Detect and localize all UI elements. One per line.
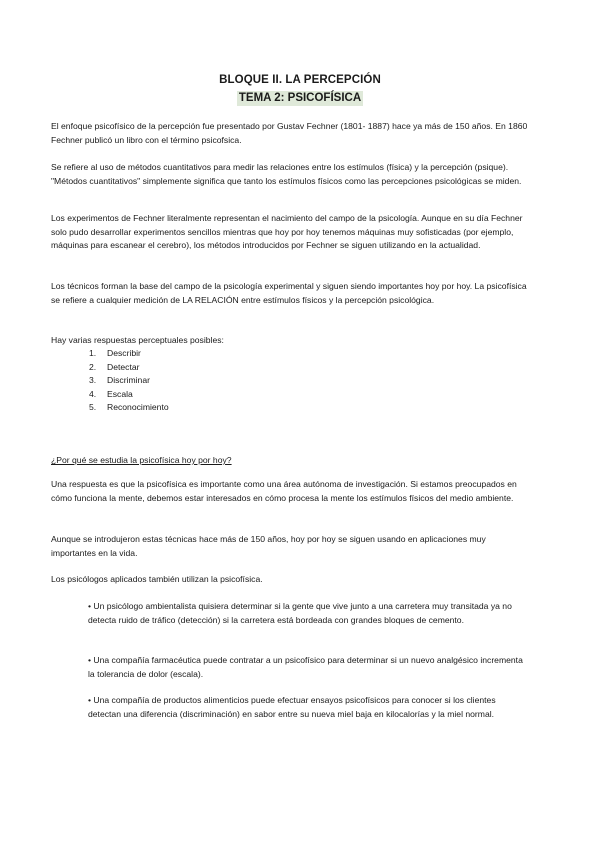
bullet-2 [88,654,528,681]
section-heading-text: ¿Por qué se estudia la psicofísica hoy por hoy? [51,455,232,465]
paragraph-text: Hay varias respuestas perceptuales posibles: [51,335,224,345]
page-subtitle: TEMA 2: PSICOFÍSICA [238,92,362,104]
numbered-list [89,347,169,415]
paragraph-text: Una respuesta es que la psicofísica es importante como una área autónoma de investigación. Si estamos preocupados en cómo funciona la mente, debemos estar interesados en cómo procesa la mente los estímulos físicos del medio ambiente. [51,479,517,503]
page-title: BLOQUE II. LA PERCEPCIÓN [219,74,381,86]
list-text: Escala [107,388,133,399]
title-block [0,72,600,106]
list-item [89,401,169,415]
list-text: Describir [107,348,141,358]
paragraph-2 [51,161,531,188]
list-text: Reconocimiento [107,402,169,413]
list-item [89,347,169,361]
list-number: 2. [89,361,97,372]
list-number: 3. [89,375,97,386]
paragraph-1 [51,120,531,147]
list-item [89,361,169,375]
paragraph-text: Los psicólogos aplicados también utilizan la psicofísica. [51,574,263,584]
list-item [89,374,169,388]
bullet-text: • Un psicólogo ambientalista quisiera determinar si la gente que vive junto a una carretera muy transitada ya no detecta ruido de tráfico (detección) si la carretera está bordeada con grandes bloques de cemento. [88,601,512,625]
section-heading [51,454,531,468]
paragraph-text: Aunque se introdujeron estas técnicas hace más de 150 años, hoy por hoy se siguen usando en aplicaciones muy importantes en la vida. [51,534,486,558]
paragraph-3 [51,212,531,253]
paragraph-text: Los experimentos de Fechner literalmente representan el nacimiento del campo de la psicología. Aunque en su día Fechner solo pudo desarrollar experimentos sencillos mientras que hoy por hoy tenemos máquinas muy sofisticadas (por ejemplo, máquinas para escanear el cerebro), los métodos introducidos por Fechner se siguen utilizando en la actualidad. [51,213,523,251]
paragraph-text: El enfoque psicofísico de la percepción fue presentado por Gustav Fechner (1801- 1887) hace ya más de 150 años. En 1860 Fechner publicó un libro con el término psicofsica. [51,121,528,145]
bullet-text: • Una compañía de productos alimenticios puede efectuar ensayos psicofísicos para conocer si los clientes detectan una diferencia (discriminación) en sabor entre su nueva miel baja en kilocalorías y la miel normal. [88,695,496,719]
paragraph-text: Los técnicos forman la base del campo de la psicología experimental y siguen siendo importantes hoy por hoy. La psicofísica se refiere a cualquier medición de LA RELACIÓN entre estímulos físicos y la percepción psicológica. [51,281,527,305]
bullet-text: • Una compañía farmacéutica puede contratar a un psicofísico para determinar si un nuevo analgésico incrementa la tolerancia de dolor (escala). [88,655,523,679]
list-number: 5. [89,402,97,413]
list-item [89,388,169,402]
paragraph-text: Se refiere al uso de métodos cuantitativos para medir las relaciones entre los estímulos (física) y la percepción (psique). "Métodos cuantitativos" simplemente significa que tanto los estímulos físicos como las percepciones psicológicas se miden. [51,162,522,186]
paragraph-4 [51,280,531,307]
paragraph-7 [51,533,531,560]
paragraph-6 [51,478,531,505]
bullet-1 [88,600,528,627]
list-number: 4. [89,388,97,399]
paragraph-8 [51,573,531,587]
bullet-3 [88,694,528,721]
list-number: 1. [89,348,97,358]
list-text: Detectar [107,361,140,372]
list-text: Discriminar [107,375,150,386]
paragraph-5 [51,334,531,348]
